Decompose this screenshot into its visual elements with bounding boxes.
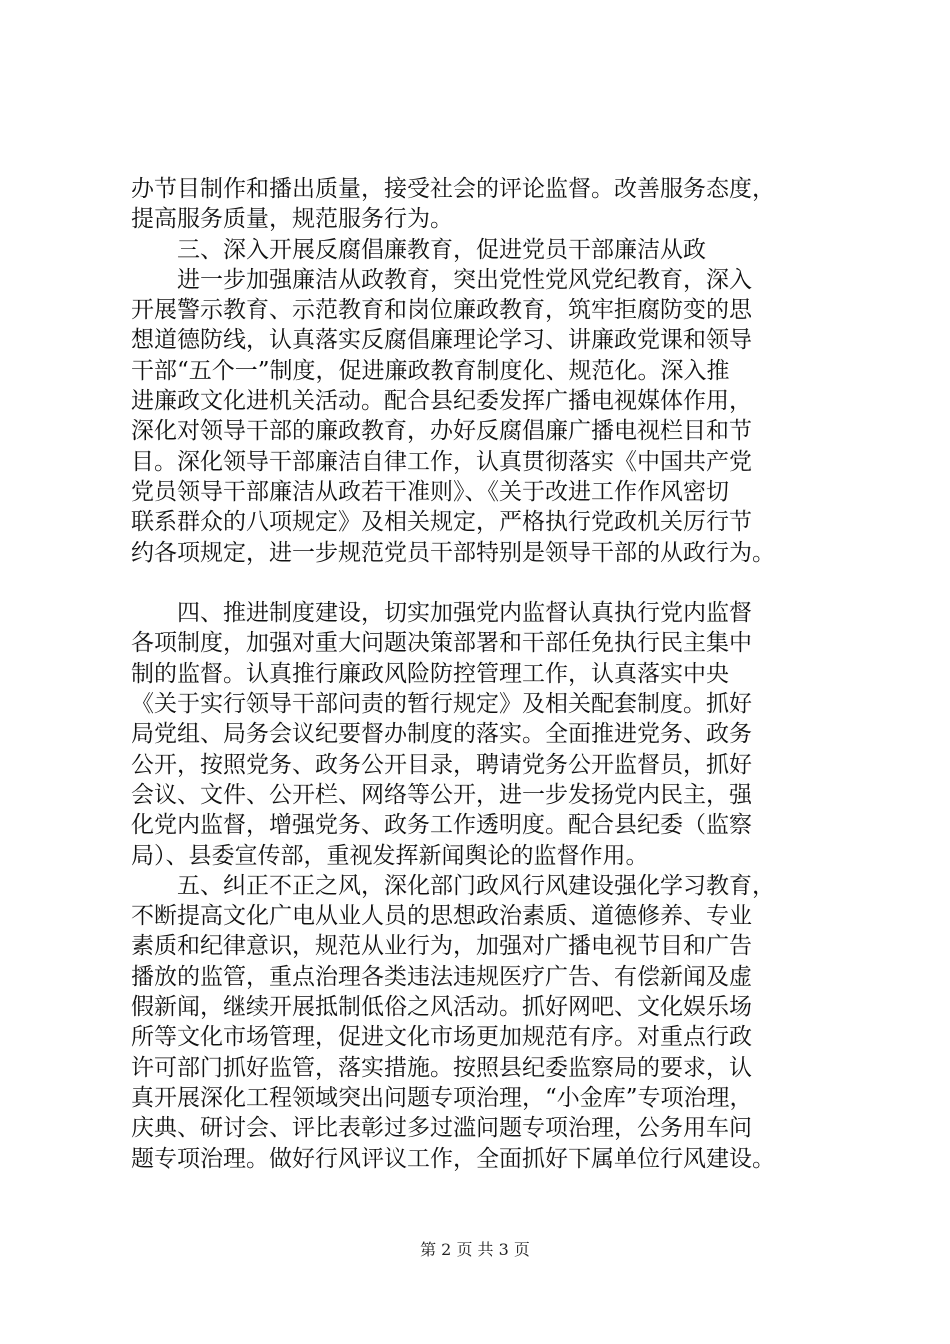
document-body xyxy=(131,174,851,1174)
text-line: 三、深入开展反腐倡廉教育，促进党员干部廉洁从政 xyxy=(131,236,706,263)
text-line: 庆典、研讨会、评比表彰过多过滥问题专项治理，公务用车问 xyxy=(131,1115,752,1142)
text-line: 素质和纪律意识，规范从业行为，加强对广播电视节目和广告 xyxy=(131,933,752,960)
text-line: 制的监督。认真推行廉政风险防控管理工作，认真落实中央 xyxy=(131,660,729,687)
text-line: 题专项治理。做好行风评议工作，全面抓好下属单位行风建设。 xyxy=(131,1145,775,1172)
text-line: 化党内监督，增强党务、政务工作透明度。配合县纪委（监察 xyxy=(131,812,752,839)
text-line: 进廉政文化进机关活动。配合县纪委发挥广播电视媒体作用， xyxy=(131,388,752,415)
page-footer: 第 2 页 共 3 页 xyxy=(420,1240,530,1259)
text-line: 想道德防线，认真落实反腐倡廉理论学习、讲廉政党课和领导 xyxy=(131,327,752,354)
text-line: 进一步加强廉洁从政教育，突出党性党风党纪教育，深入 xyxy=(131,266,752,293)
text-line: 公开，按照党务、政务公开目录，聘请党务公开监督员，抓好 xyxy=(131,751,752,778)
text-line: 干部“五个一”制度，促进廉政教育制度化、规范化。深入推 xyxy=(131,357,730,384)
text-line: 播放的监管，重点治理各类违法违规医疗广告、有偿新闻及虚 xyxy=(131,963,752,990)
text-line: 五、纠正不正之风，深化部门政风行风建设强化学习教育， xyxy=(131,872,775,899)
text-line: 《关于实行领导干部问责的暂行规定》及相关配套制度。抓好 xyxy=(131,691,752,718)
text-line: 所等文化市场管理，促进文化市场更加规范有序。对重点行政 xyxy=(131,1024,752,1051)
text-line: 党员领导干部廉洁从政若干准则》、《关于改进工作作风密切 xyxy=(131,478,729,505)
text-line: 办节目制作和播出质量，接受社会的评论监督。改善服务态度， xyxy=(131,176,775,202)
text-line: 四、推进制度建设，切实加强党内监督认真执行党内监督 xyxy=(131,600,752,627)
text-line: 局党组、局务会议纪要督办制度的落实。全面推进党务、政务 xyxy=(131,721,752,748)
text-line: 许可部门抓好监管，落实措施。按照县纪委监察局的要求，认 xyxy=(131,1054,752,1081)
text-line: 开展警示教育、示范教育和岗位廉政教育，筑牢拒腐防变的思 xyxy=(131,297,752,324)
text-line: 各项制度，加强对重大问题决策部署和干部任免执行民主集中 xyxy=(131,630,752,657)
text-line: 会议、文件、公开栏、网络等公开，进一步发扬党内民主，强 xyxy=(131,781,752,808)
text-line: 目。深化领导干部廉洁自律工作，认真贯彻落实《中国共产党 xyxy=(131,448,752,475)
text-line: 约各项规定，进一步规范党员干部特别是领导干部的从政行为。 xyxy=(131,539,775,566)
text-line: 不断提高文化广电从业人员的思想政治素质、道德修养、专业 xyxy=(131,903,752,930)
blank-line xyxy=(131,568,851,598)
text-line: 假新闻，继续开展抵制低俗之风活动。抓好网吧、文化娱乐场 xyxy=(131,994,752,1021)
text-line: 局）、县委宣传部，重视发挥新闻舆论的监督作用。 xyxy=(131,842,649,869)
text-line: 真开展深化工程领域突出问题专项治理，“小金库”专项治理， xyxy=(131,1084,753,1111)
text-line: 深化对领导干部的廉政教育，办好反腐倡廉广播电视栏目和节 xyxy=(131,418,752,445)
text-line: 提高服务质量，规范服务行为。 xyxy=(131,206,453,233)
text-line: 联系群众的八项规定》及相关规定，严格执行党政机关厉行节 xyxy=(131,509,752,536)
